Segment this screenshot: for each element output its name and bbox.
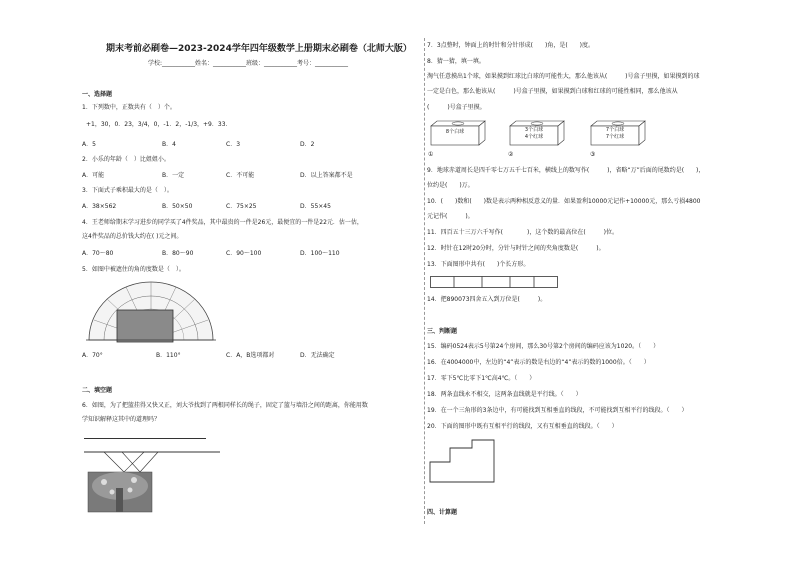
- question-18: 18．两条直线永不相交，这两条直线就是平行线。（ ）: [427, 391, 582, 398]
- question-15: 15．编码0524表示5号第24个房间，那么30号第2个房间的编码应该为1020。（ ）: [427, 343, 660, 350]
- student-info-line: 学校:___________姓名：___________班级：___________考号：___________: [148, 60, 349, 67]
- question-8-line2: 一定是白色，那么他该从( )号盒子里摸，如果摸到白球和红球的可能性相同，那么他该从: [427, 88, 678, 95]
- ball-box-1-line1: 8个白球: [445, 129, 465, 135]
- question-3: 3．下面式子乘积最大的是（ ）。: [82, 187, 173, 194]
- q1-option-b: B．4: [162, 141, 176, 148]
- q3-option-a: A．38×562: [82, 203, 117, 210]
- q3-option-d: D．55×45: [300, 203, 331, 210]
- ball-box-3-line2: 7个红球: [605, 134, 625, 140]
- question-11: 11．四百五十三万六千写作( )，这个数的最高位在( )位。: [427, 229, 618, 236]
- q5-option-b: B．110°: [156, 352, 181, 359]
- q2-option-a: A．可能: [82, 172, 105, 179]
- question-20: 20．下面的图形中既有互相平行的线段，又有互相垂直的线段。（ ）: [427, 423, 618, 430]
- rectangle-strip-figure: [430, 276, 558, 288]
- section-choice-heading: 一、选择题: [82, 91, 113, 98]
- ball-box-2-line2: 4个红球: [524, 134, 544, 140]
- box-label-2: ②: [508, 151, 514, 158]
- q4-option-d: D．100～110: [300, 250, 340, 257]
- q1-option-c: C．3: [226, 141, 241, 148]
- question-19: 19．在一个三角形的3条边中，有可能找到互相垂直的线段，不可能找到互相平行的线段。（ ）: [427, 407, 688, 414]
- basket-figure: [84, 448, 220, 514]
- question-13: 13．下面图形中共有( )个长方形。: [427, 261, 530, 268]
- question-4-line1: 4．王老师给期末学习进步的同学买了4件奖品，其中最贵的一件是26元，最便宜的一件是22元．估一估，: [82, 219, 363, 226]
- question-9-line1: 9．地球赤道周长是四千零七万五千七百米，横线上的数写作( )，省略“万”后面的尾数约是( )，: [427, 167, 705, 174]
- question-14: 14．把890073四舍五入到万位是( )。: [427, 296, 547, 303]
- question-8-line1: 淘气任意摸出1个球，如果摸到红球比白球的可能性大，那么他该从( )号盒子里摸，如果摸到的球: [427, 73, 700, 80]
- box-label-1: ①: [428, 151, 434, 158]
- q1-option-d: D．2: [300, 141, 315, 148]
- q4-option-a: A．70～80: [82, 250, 114, 257]
- question-1: 1．下列数中，正数共有（ ）个。: [82, 104, 176, 111]
- section-judge-heading: 三、判断题: [427, 328, 458, 335]
- q2-option-b: B．一定: [162, 172, 185, 179]
- q3-option-b: B．50×50: [162, 203, 193, 210]
- q1-option-a: A．5: [82, 141, 96, 148]
- q2-option-c: C．不可能: [226, 172, 255, 179]
- section-fill-heading: 二、填空题: [82, 387, 113, 394]
- stair-shape-figure: [428, 436, 498, 484]
- question-17: 17．零下5℃比零下1℃高4℃。（ ）: [427, 375, 536, 382]
- section-calc-heading: 四、计算题: [427, 509, 458, 516]
- ball-box-3-line1: 7个白球: [605, 127, 625, 133]
- question-9-line2: 位约是( )万。: [427, 182, 474, 189]
- box-label-3: ③: [590, 151, 596, 158]
- page-title: 期末考前必刷卷—2023-2024学年四年级数学上册期末必刷卷（北师大版）: [106, 44, 412, 54]
- question-5: 5．如图中被遮住的角的度数是（ ）。: [82, 266, 185, 273]
- question-8-line3: ( )号盒子里摸。: [427, 104, 486, 111]
- q2-option-d: D．以上答案都不是: [300, 172, 353, 179]
- question-6-line1: 6．如图，为了把篮挂得又快又正，刘大爷找到了两根同样长的绳子，固定了篮与墙沿之间的距离，你能用数: [82, 402, 368, 409]
- question-10-line1: 10．( )数和( )数是表示两种相反意义的量．如果盈利10000元记作+10000元，那么亏损4800: [427, 198, 701, 205]
- question-2: 2．小乐的年龄（ ）比姐姐小。: [82, 156, 170, 163]
- question-6-line2: 学知识解释这其中的道理吗？: [82, 416, 161, 423]
- q5-option-c: C．A，B选项都对: [226, 352, 275, 359]
- question-16: 16．在4004000中，左边的“4”表示的数是右边的“4”表示的数的1000倍。（ ）: [427, 359, 650, 366]
- q3-option-c: C．75×25: [226, 203, 257, 210]
- q5-option-d: D．无法确定: [300, 352, 335, 359]
- question-12: 12．时针在12时20分时，分针与时针之间的夹角度数是( )。: [427, 245, 605, 252]
- question-8: 8．猜一猜，填一填。: [427, 58, 485, 65]
- ball-box-2-line1: 3个白球: [524, 127, 544, 133]
- question-1-numbers: +1，30，0．23，3/4，0，-1．2，-1/3，+9．33．: [86, 121, 232, 128]
- question-7: 7．3点整时，钟面上的时针和分针形成( )角，是( )度。: [427, 42, 594, 49]
- q5-option-a: A．70°: [82, 352, 103, 359]
- question-10-line2: 元记作( )。: [427, 213, 474, 220]
- q4-option-b: B．80～90: [162, 250, 194, 257]
- question-4-line2: 这4件奖品的总价钱大约在( )元之间。: [82, 233, 183, 240]
- q4-option-c: C．90～100: [226, 250, 262, 257]
- answer-line: [84, 438, 206, 439]
- column-divider: [424, 38, 425, 524]
- protractor-figure: [86, 278, 216, 344]
